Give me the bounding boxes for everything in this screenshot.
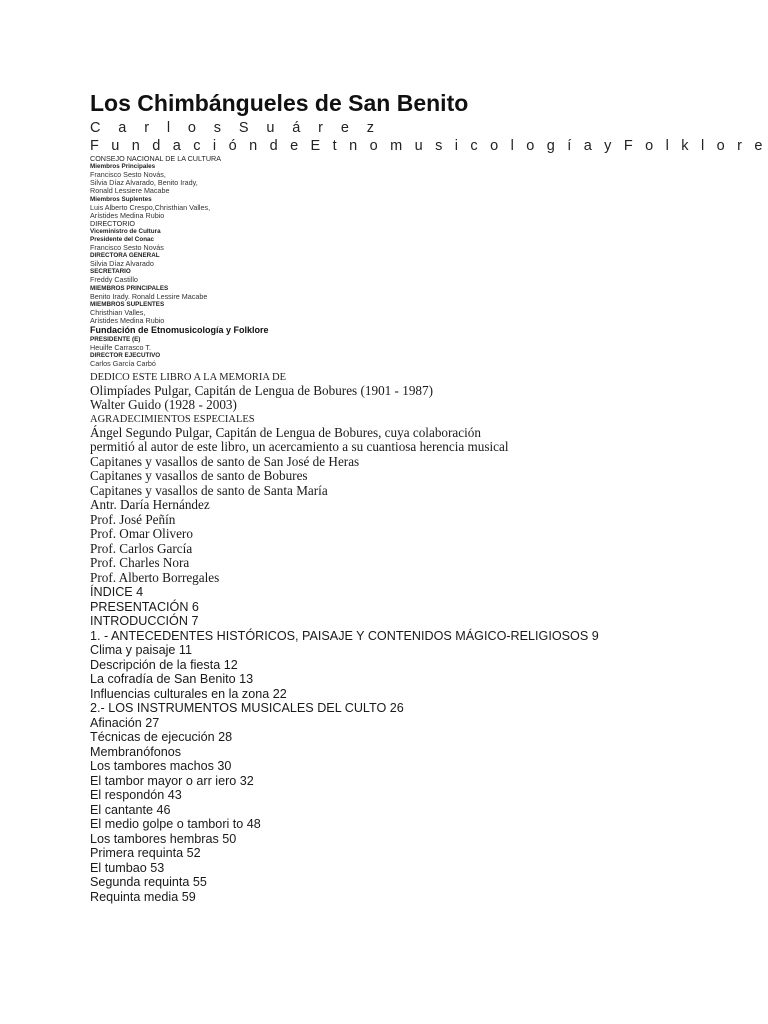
toc-entry: El medio golpe o tambori to 48 <box>90 817 261 832</box>
toc-entry: Técnicas de ejecución 28 <box>90 730 233 745</box>
dedication-line: Prof. Carlos García <box>90 540 193 556</box>
dedication-line: Olimpíades Pulgar, Capitán de Lengua de Bobures (1901 - 1987) <box>90 382 434 398</box>
credit-name: Arístides Medina Rubio <box>90 210 165 220</box>
credit-organization: Fundación de Etnomusicología y Folklore <box>90 325 269 336</box>
dedication-heading: DEDICO ESTE LIBRO A LA MEMORIA DE <box>90 371 287 383</box>
credit-name: Francisco Sesto Novás, <box>90 170 166 179</box>
credit-role: Presidente del Conac <box>90 236 155 244</box>
toc-entry: INTRODUCCIÓN 7 <box>90 614 199 629</box>
credit-name: Arístides Medina Rubio <box>90 316 165 326</box>
toc-entry: Influencias culturales en la zona 22 <box>90 686 287 701</box>
dedication-line: Prof. Alberto Borregales <box>90 569 220 585</box>
credit-role: MIEMBROS PRINCIPALES <box>90 284 169 292</box>
toc-entry: Primera requinta 52 <box>90 846 201 861</box>
credit-role: DIRECTORA GENERAL <box>90 252 160 260</box>
toc-entry: Descripción de la fiesta 12 <box>90 657 238 672</box>
credit-name: Freddy Castillo <box>90 275 138 285</box>
dedication-line: Prof. José Peñín <box>90 511 176 527</box>
table-of-contents <box>90 585 730 904</box>
toc-entry: Segunda requinta 55 <box>90 875 207 890</box>
credit-name: Silvia Díaz Alvarado <box>90 259 154 269</box>
dedication-line: Capitanes y vasallos de santo de San José de Heras <box>90 453 360 469</box>
credit-name: Silvia Díaz Alvarado, Benito Irady, <box>90 178 198 188</box>
dedication-line: Capitanes y vasallos de santo de Santa María <box>90 482 328 498</box>
toc-entry: Membranófonos <box>90 744 182 759</box>
toc-entry: Requinta media 59 <box>90 889 196 904</box>
dedication-line: Antr. Daría Hernández <box>90 497 210 513</box>
toc-entry: PRESENTACIÓN 6 <box>90 599 199 614</box>
dedication-line: Walter Guido (1928 - 2003) <box>90 397 237 413</box>
toc-entry: El tumbao 53 <box>90 860 165 875</box>
credit-role: Miembros Principales <box>90 163 156 170</box>
book-title: Los Chimbángueles de San Benito <box>90 90 469 116</box>
toc-entry: 1. - ANTECEDENTES HISTÓRICOS, PAISAJE Y CONTENIDOS MÁGICO-RELIGIOSOS 9 <box>90 628 599 643</box>
credits-block <box>90 155 730 369</box>
dedication-line: permitió al autor de este libro, un acercamiento a su cuantiosa herencia musical <box>90 439 509 455</box>
toc-entry: 2.- LOS INSTRUMENTOS MUSICALES DEL CULTO 26 <box>90 701 404 716</box>
credit-name: Ronald Lessiere Macabe <box>90 186 170 196</box>
credit-role: Miembros Suplentes <box>90 195 152 203</box>
dedication-line: Prof. Charles Nora <box>90 555 190 571</box>
credit-section-heading: CONSEJO NACIONAL DE LA CULTURA <box>90 154 221 163</box>
credit-role: SECRETARIO <box>90 268 131 276</box>
toc-entry: ÍNDICE 4 <box>90 585 144 600</box>
toc-entry: La cofradía de San Benito 13 <box>90 672 254 687</box>
credit-role: MIEMBROS SUPLENTES <box>90 300 165 308</box>
credit-name: Benito Irady. Ronald Lessire Macabe <box>90 291 208 301</box>
toc-entry: Los tambores machos 30 <box>90 759 232 774</box>
credit-role: Viceministro de Cultura <box>90 228 161 236</box>
document-page <box>90 88 767 904</box>
credit-name: Christhian Valles, <box>90 307 146 317</box>
credit-name: Carlos García Carbó <box>90 359 156 369</box>
toc-entry: Afinación 27 <box>90 715 160 730</box>
dedication-line: Capitanes y vasallos de santo de Bobures <box>90 468 308 484</box>
credit-name: Francisco Sesto Novás <box>90 243 164 253</box>
dedication-line: Prof. Omar Olivero <box>90 526 193 542</box>
dedication-line: Ángel Segundo Pulgar, Capitán de Lengua de Bobures, cuya colaboración <box>90 424 481 440</box>
foundation-line: F u n d a c i ó n d e E t n o m u s i c o l o g í a y F o l k l o r e <box>90 138 767 154</box>
dedication-block <box>90 371 730 586</box>
credit-name: Heuilfe Carrasco T. <box>90 343 151 353</box>
toc-entry: Los tambores hembras 50 <box>90 831 237 846</box>
credit-name: Luis Alberto Crespo,Christhian Valles, <box>90 202 211 212</box>
toc-entry: El tambor mayor o arr iero 32 <box>90 773 254 788</box>
credit-role: PRESIDENTE (E) <box>90 336 141 344</box>
credit-role: DIRECTOR EJECUTIVO <box>90 352 161 360</box>
toc-entry: El cantante 46 <box>90 802 171 817</box>
credit-section-heading: DIRECTORIO <box>90 219 135 229</box>
dedication-heading: AGRADECIMIENTOS ESPECIALES <box>90 413 255 425</box>
toc-entry: Clima y paisaje 11 <box>90 643 192 658</box>
author-line: C a r l o s S u á r e z <box>90 120 381 136</box>
toc-entry: El respondón 43 <box>90 788 182 803</box>
